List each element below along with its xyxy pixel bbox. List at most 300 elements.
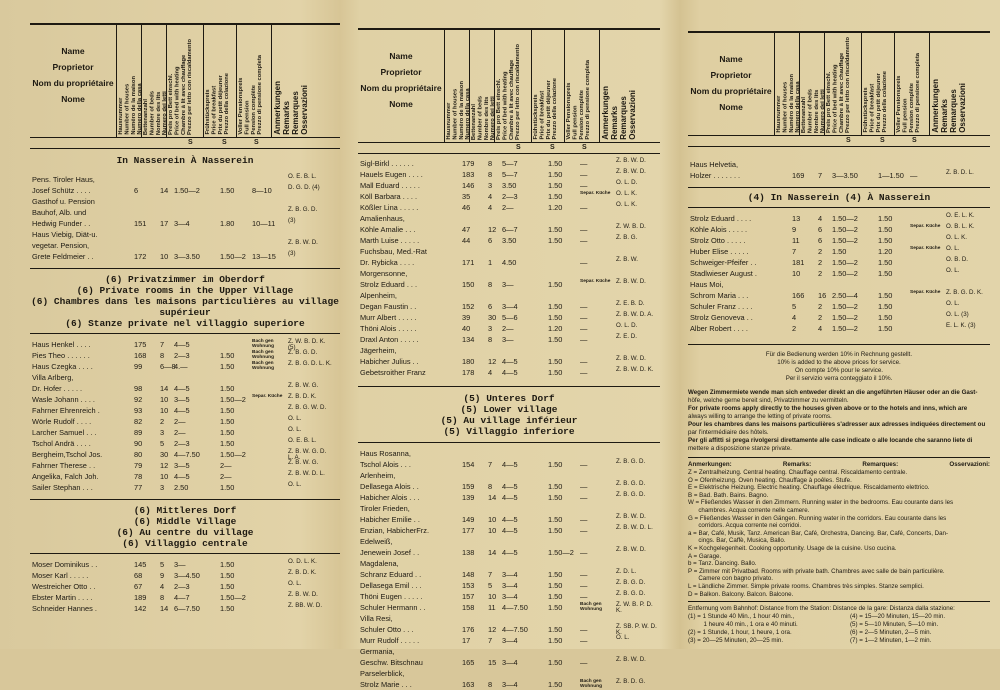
currency-s: S (516, 144, 521, 151)
table-row (688, 224, 990, 235)
cell-pension: — (580, 658, 588, 667)
cell-remarks: Z. SB. P. W. D. K. (616, 623, 657, 636)
table-row (358, 213, 660, 224)
cell-beds: 12 (488, 625, 497, 634)
cell-breakfast: 1.50 (548, 225, 563, 234)
cell-name: Kößler Lina . . . . . (360, 203, 419, 212)
cell-beds: 8 (488, 159, 493, 168)
table-row (358, 459, 660, 470)
info-line: höfe, welche gerne bereit sind, Privatzimmer zu vermitteln. (688, 397, 849, 404)
cell-price: 3—4 (502, 592, 518, 601)
cell-price: 4.50 (502, 258, 517, 267)
cell-price: 3—4 (174, 219, 190, 228)
header-breakfast: Frühstückspreis Price of breakfast Prix du petit déjeuner Prezzo della colazione (863, 71, 889, 133)
table-row (358, 492, 660, 503)
header-name: Name (389, 51, 413, 61)
cell-name: Thöni Eugen . . . . . (360, 592, 423, 601)
cell-beds: 10 (160, 472, 169, 481)
header-nome: Nome (719, 102, 743, 112)
distance-heading: Entfernung vom Bahnhof: Distance from the Station: Distance de la gare: Distanza dalla stazione: (688, 605, 955, 613)
cell-beds: 7 (488, 460, 493, 469)
cell-remarks: Z. B. D. G. (616, 678, 646, 685)
cell-house: 68 (134, 571, 143, 580)
cell-remarks: Z. B. G. D. (288, 349, 318, 356)
info-line: Wegen Zimmermiete wende man sich entweder direkt an die angeführten Häuser oder an die Gast- (688, 389, 978, 396)
legend-item: Z = Zentralheizung. Central heating. Chauffage central. Riscaldamento centrale. (688, 469, 908, 476)
cell-pension: — (580, 159, 588, 168)
header-names (358, 48, 444, 112)
cell-name: Schweiger-Pfeifer . . (690, 258, 757, 267)
cell-beds: 10 (488, 515, 497, 524)
legend-item: G = Fließendes Wasser in den Gängen. Running water in the corridors. Eau courante dans les (688, 514, 947, 522)
cell-pension: — (580, 258, 588, 267)
cell-breakfast: 1.50 (548, 658, 563, 667)
cell-breakfast: 1.50 (548, 368, 563, 377)
table-row (358, 345, 660, 356)
cell-pension: 10—11 (252, 219, 276, 228)
cell-beds: 3 (160, 483, 165, 492)
table-row (30, 603, 340, 614)
cell-beds: 16 (818, 291, 827, 300)
cell-remarks: O. L. (946, 245, 960, 252)
cell-beds: 14 (160, 604, 169, 613)
cell-breakfast: 1.50 (548, 515, 563, 524)
info-line: par l'intermédiaire des hôtels. (688, 429, 769, 436)
cell-price: 4—5 (502, 526, 518, 535)
section-title: (6) Stanze private nel villaggio superiore (65, 318, 305, 329)
cell-house: 11 (792, 236, 800, 245)
table-row (688, 170, 990, 181)
cell-price: 2—3 (174, 439, 190, 448)
legend-item: E = Elektrische Heizung. Electric heating. Chauffage électrique. Riscaldamento elettrico. (688, 484, 930, 492)
table-row (688, 301, 990, 312)
cell-price: 1.50 (832, 247, 847, 256)
info-line: mettere a disposizione stanze private. (688, 445, 792, 452)
cell-breakfast: 1.50 (548, 625, 563, 634)
cell-beds: 7 (488, 570, 493, 579)
cell-pension: Separ. Küche (580, 191, 611, 196)
cell-beds: 4 (818, 214, 823, 223)
cell-breakfast: 1.50 (878, 236, 893, 245)
cell-house: 98 (134, 384, 143, 393)
cell-name: Bauhof, Alb. und (32, 208, 87, 217)
cell-pension: — (580, 302, 588, 311)
cell-house: 150 (462, 280, 475, 289)
table-row (30, 251, 340, 262)
cell-name: Köhle Amalie . . . (360, 225, 416, 234)
table-row (358, 180, 660, 191)
cell-house: 142 (134, 604, 147, 613)
cell-name: Strolz Genoveva . . (690, 313, 753, 322)
cell-name: Parselerblick, (360, 669, 405, 678)
section-title: (6) Chambres dans les maisons particulières au village (31, 296, 339, 307)
panel-left (30, 0, 340, 649)
cell-price: 4—5 (174, 340, 190, 349)
table-body (30, 339, 340, 493)
cell-remarks: Z. B. G. D. (616, 590, 646, 597)
table-row (358, 668, 660, 679)
cell-pension: — (580, 181, 588, 190)
cell-name: Jägerheim, (360, 346, 397, 355)
cell-name: Villa Resi, (360, 614, 393, 623)
legend-head: Osservazioni: (949, 461, 990, 468)
cell-name: Marth Luise . . . . . (360, 236, 420, 245)
cell-name: Holzer . . . . . . . (690, 171, 741, 180)
table-row (358, 514, 660, 525)
cell-pension: Bach gen Wohnung (580, 602, 603, 612)
cell-house: 5 (792, 302, 797, 311)
table-row (30, 218, 340, 229)
cell-pension: — (580, 515, 588, 524)
cell-price: 4—5 (174, 384, 190, 393)
cell-price: 1.50—2 (832, 313, 858, 322)
cell-price: 4—5 (502, 548, 518, 557)
cell-beds: 14 (488, 548, 497, 557)
cell-house: 17 (462, 636, 471, 645)
cell-beds: 15 (488, 658, 497, 667)
cell-breakfast: 1.50 (548, 680, 563, 689)
cell-name: Haus Rosanna, (360, 449, 411, 458)
cell-house: 158 (462, 603, 475, 612)
currency-s: S (880, 137, 885, 144)
cell-remarks: Z. B. W. D. (288, 591, 318, 598)
cell-remarks: O. L. (3) (946, 311, 969, 318)
cell-name: Hauels Eugen . . . . (360, 170, 423, 179)
cell-name: Stadlwieser August . (690, 269, 757, 278)
cell-price: 1.50—2 (832, 324, 858, 333)
cell-breakfast: 1.50 (548, 636, 563, 645)
cell-name: Edelweiß, (360, 537, 393, 546)
cell-breakfast: 1.50 (548, 581, 563, 590)
cell-house: 138 (462, 548, 475, 557)
cell-breakfast: 1.50 (220, 560, 235, 569)
cell-remarks: Z. B. W. D. (616, 157, 646, 164)
cell-price: 4—7 (174, 593, 190, 602)
table-row (358, 312, 660, 323)
cell-breakfast: 1.50 (220, 439, 235, 448)
cell-name: Haus Henkel . . . . (32, 340, 91, 349)
cell-breakfast: 1.50 (220, 406, 235, 415)
legend-item: b = Tanz. Dancing. Ballo. (688, 560, 757, 568)
table-row (358, 202, 660, 213)
cell-house: 77 (134, 483, 143, 492)
distance-list (688, 613, 990, 645)
cell-remarks: Z. B. W. (616, 256, 638, 263)
cell-beds: 3 (488, 324, 493, 333)
cell-remarks: E. L. K. (3) (946, 322, 976, 329)
cell-house: 181 (792, 258, 805, 267)
cell-name: Westreicher Otto . . (32, 582, 96, 591)
table-row (358, 602, 660, 613)
cell-breakfast: 1.50 (548, 313, 563, 322)
legend-item: O = Ofenheizung. Oven heating. Chauffage à poêles. Stufe. (688, 476, 852, 484)
cell-name: Schneider Hannes . (32, 604, 97, 613)
cell-breakfast: 1.50 (548, 460, 563, 469)
cell-remarks: Z. B. G. (616, 234, 638, 241)
cell-name: Jenewein Josef . . (360, 548, 420, 557)
cell-price: 2— (174, 428, 186, 437)
cell-beds: 8 (160, 593, 165, 602)
cell-house: 148 (462, 570, 475, 579)
cell-house: 175 (134, 340, 147, 349)
distance-row (688, 621, 990, 629)
table-row (358, 169, 660, 180)
currency-bar (358, 143, 660, 154)
cell-house: 9 (792, 225, 797, 234)
cell-beds: 8 (488, 335, 493, 344)
info-line: Pour les chambres dans les maisons particulières s'adresser aux adresses indiquées directement ou (688, 421, 986, 428)
cell-name: Grete Feldmeier . . (32, 252, 94, 261)
cell-beds: 12 (488, 357, 497, 366)
table-body (358, 158, 660, 378)
cell-price: 1.50—2 (174, 186, 200, 195)
cell-pension: Separ. Küche (910, 290, 941, 295)
cell-remarks: O. E. B. L. (288, 437, 317, 444)
cell-name: Dellasega Alois . . (360, 482, 419, 491)
cell-breakfast: 1.50 (548, 592, 563, 601)
cell-house: 10 (792, 269, 801, 278)
table-row (688, 279, 990, 290)
distance-cell: (6) = 2—5 Minuten, 2—5 min. (850, 629, 932, 637)
cell-price: 2—3 (174, 582, 190, 591)
cell-name: Pies Theo . . . . . . (32, 351, 90, 360)
cell-remarks: O. B. L. K. (946, 223, 975, 230)
cell-beds: 10 (488, 526, 497, 535)
table-row (358, 235, 660, 246)
cell-remarks: O. L. D. (616, 322, 638, 329)
table-body (688, 159, 990, 181)
cell-remarks: Z. B. W. D. L. (288, 470, 325, 477)
cell-breakfast: 1.50 (548, 357, 563, 366)
cell-remarks: Z. B. G. D. (616, 579, 646, 586)
cell-pension: — (580, 636, 588, 645)
cell-beds: 5 (160, 439, 165, 448)
cell-remarks: Z. B. W. D. (616, 546, 646, 553)
table-row (358, 279, 660, 290)
cell-pension: — (580, 203, 588, 212)
cell-name: Huber Elise . . . . . (690, 247, 749, 256)
cell-name: Dr. Rybicka . . . . (360, 258, 415, 267)
cell-price: 4—5 (502, 460, 518, 469)
cell-remarks: Z. B. W. D. L. (616, 524, 653, 531)
cell-price: 1.50—2 (832, 214, 858, 223)
cell-house: 152 (462, 302, 475, 311)
cell-remarks: (3) (288, 217, 296, 224)
cell-name: Geschw. Bitschnau (360, 658, 423, 667)
cell-name: Mall Eduard . . . . . (360, 181, 420, 190)
cell-house: 163 (462, 680, 475, 689)
cell-price: 3—4 (502, 680, 518, 689)
cell-house: 166 (792, 291, 805, 300)
header-breakfast: Frühstückspreis Price of breakfast Prix du petit déjeuner Prezzo della colazione (205, 73, 231, 135)
cell-beds: 10 (160, 395, 169, 404)
cell-price: 2—3 (174, 351, 190, 360)
cell-beds: 4 (818, 324, 823, 333)
distance-cell: (5) = 5—10 Minuten, 5—10 min. (850, 621, 939, 629)
table-row (358, 536, 660, 547)
cell-name: Strolz Eduard . . . . (690, 214, 752, 223)
table-row (30, 361, 340, 372)
table-row (688, 268, 990, 279)
cell-house: 79 (134, 461, 143, 470)
table-row (358, 448, 660, 459)
cell-remarks: O. L. (288, 426, 302, 433)
cell-name: Fahrner Ehrenreich . (32, 406, 100, 415)
cell-name: Haus Viebig, Diät-u. (32, 230, 98, 239)
cell-beds: 2 (818, 302, 823, 311)
legend-item: P = Zimmer mit Privatbad. Rooms with private bath. Chambres avec salle de bain particulière. (688, 567, 945, 575)
cell-house: 189 (134, 593, 147, 602)
table-row (358, 503, 660, 514)
table-header (30, 23, 340, 138)
cell-remarks: O. E. B. L. (288, 173, 317, 180)
service-line: On compte 10% pour le service. (794, 367, 884, 374)
section-title: (5) Villaggio inferiore (443, 426, 575, 437)
legend-list (688, 469, 990, 598)
table-row (358, 624, 660, 635)
table-row (358, 569, 660, 580)
cell-remarks: O. E. L. K. (946, 212, 975, 219)
cell-remarks: Z. B. W. D. (616, 656, 646, 663)
cell-price: 2— (174, 417, 186, 426)
legend-item: a = Bar, Café, Musik, Tanz. American Bar, Café, Orchestra, Dancing. Bar, Café, Concerts, Dan- (688, 529, 949, 537)
cell-beds: 8 (488, 280, 493, 289)
cell-price: 2— (502, 203, 514, 212)
header-nome: Nome (61, 94, 85, 104)
cell-price: 1.50—2 (832, 269, 858, 278)
cell-house: 4 (792, 313, 797, 322)
service-line: 10% is added to the above prices for service. (777, 359, 901, 366)
cell-pension: Separ. Küche (910, 224, 941, 229)
cell-house: 171 (462, 258, 475, 267)
cell-price: 4—5 (174, 406, 190, 415)
cell-pension: 8—10 (252, 186, 272, 195)
currency-s: S (222, 139, 227, 146)
section-title: (5) Lower village (460, 404, 558, 415)
cell-price: 3—4 (502, 581, 518, 590)
cell-breakfast: 1.50—2 (220, 252, 246, 261)
cell-house: 35 (462, 192, 471, 201)
cell-pension: Bach gen Wohnung (252, 350, 275, 360)
cell-remarks: O. D. L. K. (288, 558, 317, 565)
cell-beds: 30 (160, 450, 169, 459)
cell-pension: Bach gen Wohnung (252, 361, 275, 371)
cell-pension: — (580, 625, 588, 634)
table-row (358, 657, 660, 668)
cell-breakfast: 1.50 (220, 483, 235, 492)
cell-remarks: Z. B. W. G. (288, 382, 319, 389)
cell-remarks: Z. B. G. W. D. (288, 404, 327, 411)
header-price-bed: Preis pro Bett einschl. Price of bed with heating Chambre à lit avec chauffage Prezzo per letto con riscaldamento (826, 37, 852, 133)
cell-beds: 8 (488, 482, 493, 491)
header-names (30, 43, 116, 107)
cell-house: 2 (792, 324, 797, 333)
cell-beds: 8 (160, 351, 165, 360)
cell-beds: 14 (488, 493, 497, 502)
header-proprietor: Proprietor (710, 70, 752, 80)
distance-row (688, 629, 990, 637)
cell-name: Angelika, Falch Joh. (32, 472, 99, 481)
distance-row (688, 613, 990, 621)
cell-remarks: Z. B. W. D. (616, 513, 646, 520)
legend-item: K = Kochgelegenheit. Cooking opportunity. Usage de la cuisine. Uso cucina. (688, 544, 897, 552)
cell-remarks: O. L. (616, 634, 630, 641)
cell-breakfast: 1.20 (548, 203, 563, 212)
cell-pension: — (580, 526, 588, 535)
cell-remarks: O. L. (946, 267, 960, 274)
cell-beds: 10 (488, 592, 497, 601)
cell-house: 13 (792, 214, 801, 223)
cell-name: Köll Barbara . . . . (360, 192, 418, 201)
cell-price: 3— (502, 280, 514, 289)
cell-breakfast: 1.50—2 (548, 548, 574, 557)
table-row (358, 613, 660, 624)
cell-beds: 8 (488, 680, 493, 689)
cell-price: 3—4 (502, 636, 518, 645)
cell-price: 6—7 (502, 225, 518, 234)
cell-breakfast: 1.20 (548, 324, 563, 333)
table-body (358, 448, 660, 690)
cell-name: Amalienhaus, (360, 214, 405, 223)
cell-pension: — (580, 482, 588, 491)
cell-name: Moser Karl . . . . . (32, 571, 89, 580)
cell-beds: 6 (488, 302, 493, 311)
cell-breakfast: 1.50 (878, 225, 893, 234)
legend-item: D = Balkon. Balcony. Balcon. Balcone. (688, 590, 794, 598)
header-nom: Nom du propriétaire (360, 83, 442, 93)
cell-pension: — (910, 171, 918, 180)
cell-pension: Bach gen Wohnung (580, 679, 603, 689)
cell-price: 4.— (174, 362, 188, 371)
service-line: Für die Bedienung werden 10% in Rechnung gestellt. (765, 351, 913, 358)
cell-name: Morgensonne, (360, 269, 408, 278)
info-line: always willing to arrange the letting of private rooms. (688, 413, 832, 420)
cell-beds: 30 (488, 313, 497, 322)
header-houses: Hausnummer Number of houses Numéro de la maison Numero della casa (118, 76, 144, 135)
section-heading (30, 500, 340, 553)
panel-middle (358, 0, 660, 689)
cell-name: Dr. Hofer . . . . . (32, 384, 83, 393)
cell-house: 145 (134, 560, 147, 569)
cell-name: Arlenheim, (360, 471, 396, 480)
cell-price: 4—7.50 (502, 625, 528, 634)
cell-house: 178 (462, 368, 475, 377)
cell-breakfast: 1.50 (220, 384, 235, 393)
cell-price: 3— (174, 560, 186, 569)
cell-breakfast: 1.50 (220, 186, 235, 195)
distance-row (688, 637, 990, 645)
cell-remarks: Z. B. W. D. (616, 355, 646, 362)
cell-remarks: Z. B. G. D. (288, 206, 318, 213)
cell-price: 3.50 (502, 181, 517, 190)
table-row (30, 185, 340, 196)
cell-name: Tschol Andrä . . . . (32, 439, 91, 448)
cell-pension: Separ. Küche (252, 394, 283, 399)
table-body (30, 559, 340, 614)
cell-beds: 17 (160, 219, 169, 228)
table-row (358, 367, 660, 378)
cell-house: 177 (462, 526, 475, 535)
table-row (688, 159, 990, 170)
cell-price: 3.50 (502, 236, 517, 245)
cell-name: Strolz Otto . . . . . (690, 236, 746, 245)
cell-house: 146 (462, 181, 475, 190)
cell-beds: 9 (160, 571, 165, 580)
section-title: (6) Privatzimmer im Oberdorf (105, 274, 265, 285)
currency-bar (688, 136, 990, 147)
cell-beds: 11 (488, 603, 496, 612)
distance-cell: (2) = 1 Stunde, 1 hour, 1 heure, 1 ora. (688, 629, 792, 637)
